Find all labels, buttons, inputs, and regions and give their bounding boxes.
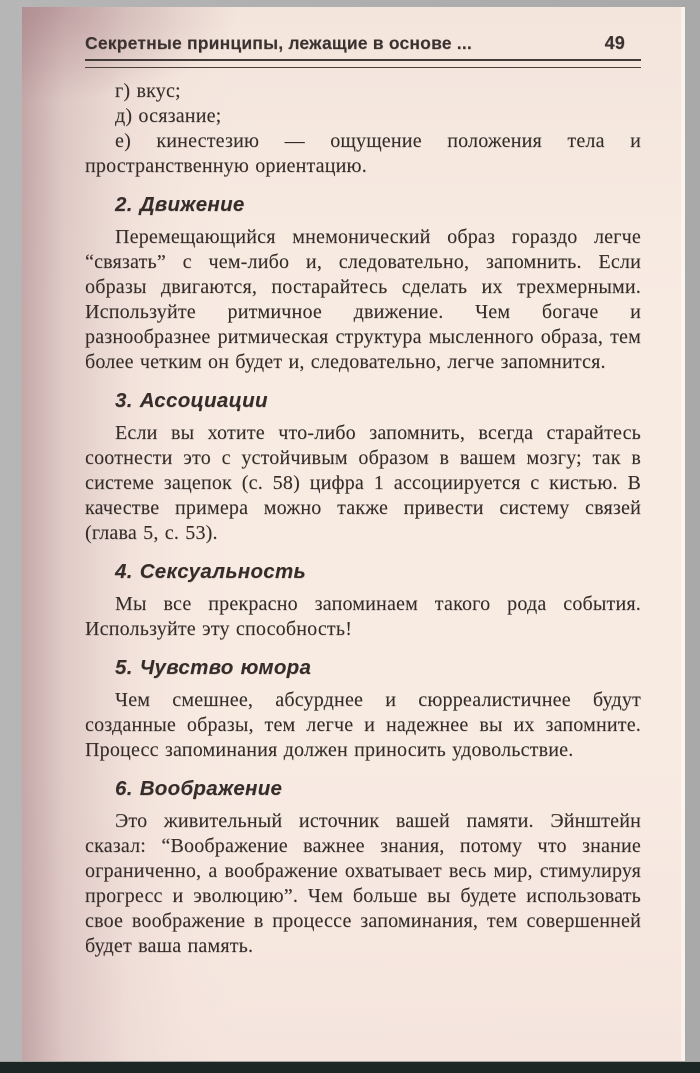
section-heading-imagination: 6. Воображение — [115, 777, 283, 800]
list-item-kinesthesia: е) кинестезию — ощущение положения тела и пространственную ориентацию. — [85, 130, 641, 177]
section-paragraph-imagination: Это живительный источник вашей памяти. Эйнштейн сказал: “Воображение важнее знания, потому что знание ограниченно, а воображение охватывает весь мир, стимулируя прогресс и эволюцию”. Чем больше вы будете использовать свое воображение в процессе запоминания, тем совершенней будет ваша память. — [85, 810, 641, 957]
book-page — [22, 7, 685, 1062]
section-paragraph-associations: Если вы хотите что-либо запомнить, всегда старайтесь соотнести это с устойчивым образом в вашем мозгу; так в системе зацепок (с. 58) цифра 1 ассоциируется с кистью. В качестве примера можно также привести систему связей (глава 5, с. 53). — [85, 422, 641, 544]
page-body — [85, 79, 641, 959]
section-heading-sexuality: 4. Сексуальность — [115, 560, 307, 583]
header-double-rule — [85, 59, 641, 68]
section-paragraph-humor: Чем смешнее, абсурднее и сюрреалистичнее будут созданные образы, тем легче и надежнее вы их запомните. Процесс запоминания должен приносить удовольствие. — [85, 689, 641, 761]
section-paragraph-sexuality: Мы все прекрасно запоминаем такого рода события. Используйте эту способность! — [85, 593, 641, 640]
section-heading-associations: 3. Ассоциации — [115, 389, 268, 412]
photo-bottom-edge — [0, 1061, 700, 1073]
list-item-taste: г) вкус; — [115, 80, 181, 102]
section-heading-movement: 2. Движение — [115, 193, 245, 216]
list-item-touch: д) осязание; — [115, 105, 222, 127]
section-paragraph-movement: Перемещающийся мнемонический образ гораздо легче “связать” с чем-либо и, следовательно, запомнить. Если образы двигаются, постарайтесь сделать их трехмерными. Используйте ритмичное движение. Чем богаче и разнообразнее ритмическая структура мысленного образа, тем более четким он будет и, следовательно, легче запомнится. — [85, 226, 641, 373]
page-number: 49 — [604, 33, 625, 53]
running-header — [85, 33, 641, 54]
section-heading-humor: 5. Чувство юмора — [115, 656, 312, 679]
running-title: Секретные принципы, лежащие в основе ... — [85, 33, 472, 53]
